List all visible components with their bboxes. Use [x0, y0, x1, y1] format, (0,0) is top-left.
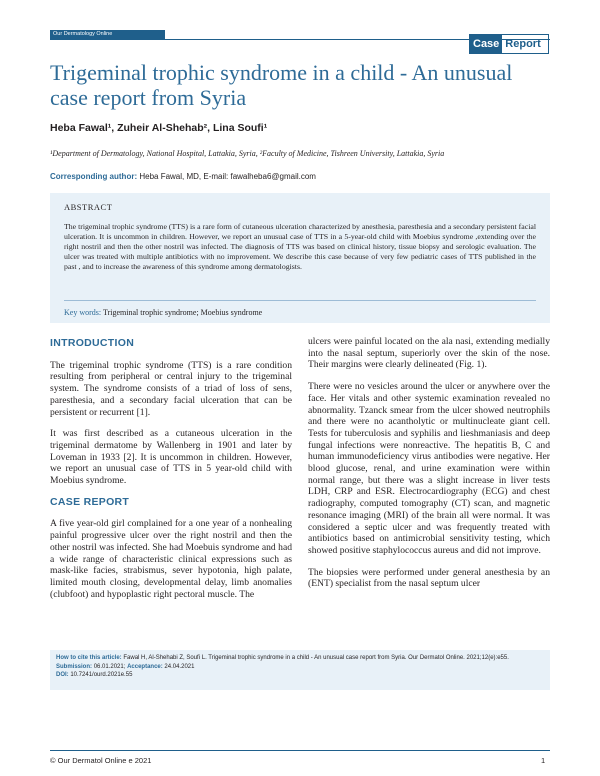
left-column — [50, 338, 292, 610]
abstract-divider — [64, 300, 536, 301]
doi-value[interactable]: 10.7241/ourd.2021e.55 — [70, 672, 133, 678]
case-report-heading: CASE REPORT — [50, 495, 130, 508]
submission-label: Submission: — [56, 663, 93, 670]
right-paragraph-2: There were no vesicles around the ulcer or anywhere over the face. Her vitals and other systemic examination revealed no abnormality. Tzanck smear from the ulcer showed neutrophils and there were no acantholytic or multinucleate giant cell. Tests for tuberculosis and syphilis and lieshmaniasis and deep fungal infections were nonreactive. The hepatitis B, C and human immunodeficiency virus antibodies were negative. Her blood glucose, renal, and urine examination were within normal range, but there was a slight increase in liver tests LDH, CRP and ESR. Electrocardiography (ECG) and chest radiography, computed tomography (CT) scan, and magnetic resonance imaging (MRI) of the brain all were normal. It was considered a septic ulcer and was frequently treated with antibiotics based on antimicrobial sensitivity testing, which showed positive staphylococcus aureus and did not improve. — [308, 381, 550, 556]
corresponding-text: Heba Fawal, MD, E-mail: fawalheba6@gmail.com — [139, 172, 316, 181]
abstract-text: The trigeminal trophic syndrome (TTS) is a rare form of cutaneous ulceration characterized by anesthesia, paresthesia and a secondary persistent facial ulceration. It is uncommon in children. However, we report an unusual case of TTS in a 5-year-old child with Moebius syndrome ,extending over the right nostril and then the other nostril was infected. The diagnosis of TTS was based on clinical history, tissue biopsy and serologic evaluation. The ulcer was treated with multiple antibiotics with no improvement. We describe this case because of very few pediatric cases of TTS published in the past , and to increase the awareness of this syndrome among dermatologists. — [64, 222, 536, 272]
footer-rule — [50, 750, 550, 751]
doi-line — [56, 671, 544, 680]
how-to-cite — [56, 654, 544, 663]
citation-box — [50, 650, 550, 690]
article-title: Trigeminal trophic syndrome in a child - An unusual case report from Syria — [50, 60, 513, 110]
corresponding-label: Corresponding author: — [50, 172, 138, 181]
introduction-heading: INTRODUCTION — [50, 337, 135, 349]
intro-paragraph-2: It was first described as a cutaneous ulceration in the trigeminal dermatome by Wallenberg in 1901 and later by Loveman in 1933 [2]. It is uncommon in children. However, we report an unusual case of TTS in 5 year-old child with Moebius syndrome. — [50, 428, 292, 487]
journal-name-tab: Our Dermatology Online — [50, 30, 165, 39]
badge-report: Report — [505, 38, 541, 50]
right-paragraph-1: ulcers were painful located on the ala nasi, extending medially into the nasal septum, superiorly over the skin of the nose. Their margins were clearly delineated (Fig. 1). — [308, 336, 550, 371]
dates-line — [56, 663, 544, 672]
abstract-heading: ABSTRACT — [64, 202, 113, 212]
right-paragraph-3: The biopsies were performed under general anesthesia by an (ENT) specialist from the nasal septum ulcer — [308, 566, 550, 590]
how-to-cite-text: Fawal H, Al-Shehabi Z, Soufi L. Trigeminal trophic syndrome in a child - An unusual case report from Syria. Our Dermatol Online. 2021;12(e):e55. — [123, 655, 509, 661]
right-column — [308, 336, 550, 600]
page-number: 1 — [541, 756, 546, 765]
keywords-label: Key words: — [64, 308, 102, 317]
acceptance-label: Acceptance: — [127, 663, 163, 670]
corresponding-author — [50, 172, 316, 181]
footer-copyright: © Our Dermatol Online e 2021 — [50, 756, 152, 765]
doi-label: DOI: — [56, 672, 69, 678]
case-paragraph-1: A five year-old girl complained for a one year of a nonhealing painful progressive ulcer over the right nostril and then the other nostril was infected. She had Moebuis syndrome and had a wide range of characteristic clinical expressions such as mask-like facies, strabismus, sever hypotonia, high palate, limited mouth closing, developmental delay, limb anomalies (clubfoot) and hypoplastic right pectoral muscle. The — [50, 518, 292, 600]
authors: Heba Fawal¹, Zuheir Al-Shehab², Lina Soufi¹ — [50, 122, 268, 134]
submission-date: 06.01.2021; — [93, 663, 126, 670]
case-report-badge — [469, 34, 549, 54]
badge-case: Case — [470, 35, 502, 53]
keywords-text: Trigeminal trophic syndrome; Moebius syndrome — [102, 308, 263, 317]
how-to-cite-label: How to cite this article: — [56, 655, 122, 661]
acceptance-date: 24.04.2021 — [164, 663, 195, 670]
intro-paragraph-1: The trigeminal trophic syndrome (TTS) is a rare condition resulting from peripheral or central injury to the trigeminal system. The syndrome consists of a triad of loss of sens, paresthesia, and a secondary facial ulceration that can be persistent or recurrent [1]. — [50, 359, 292, 418]
affiliations: ¹Department of Dermatology, National Hospital, Lattakia, Syria, ²Faculty of Medicine, Tishreen University, Lattakia, Syria — [50, 149, 445, 158]
keywords — [64, 308, 262, 317]
